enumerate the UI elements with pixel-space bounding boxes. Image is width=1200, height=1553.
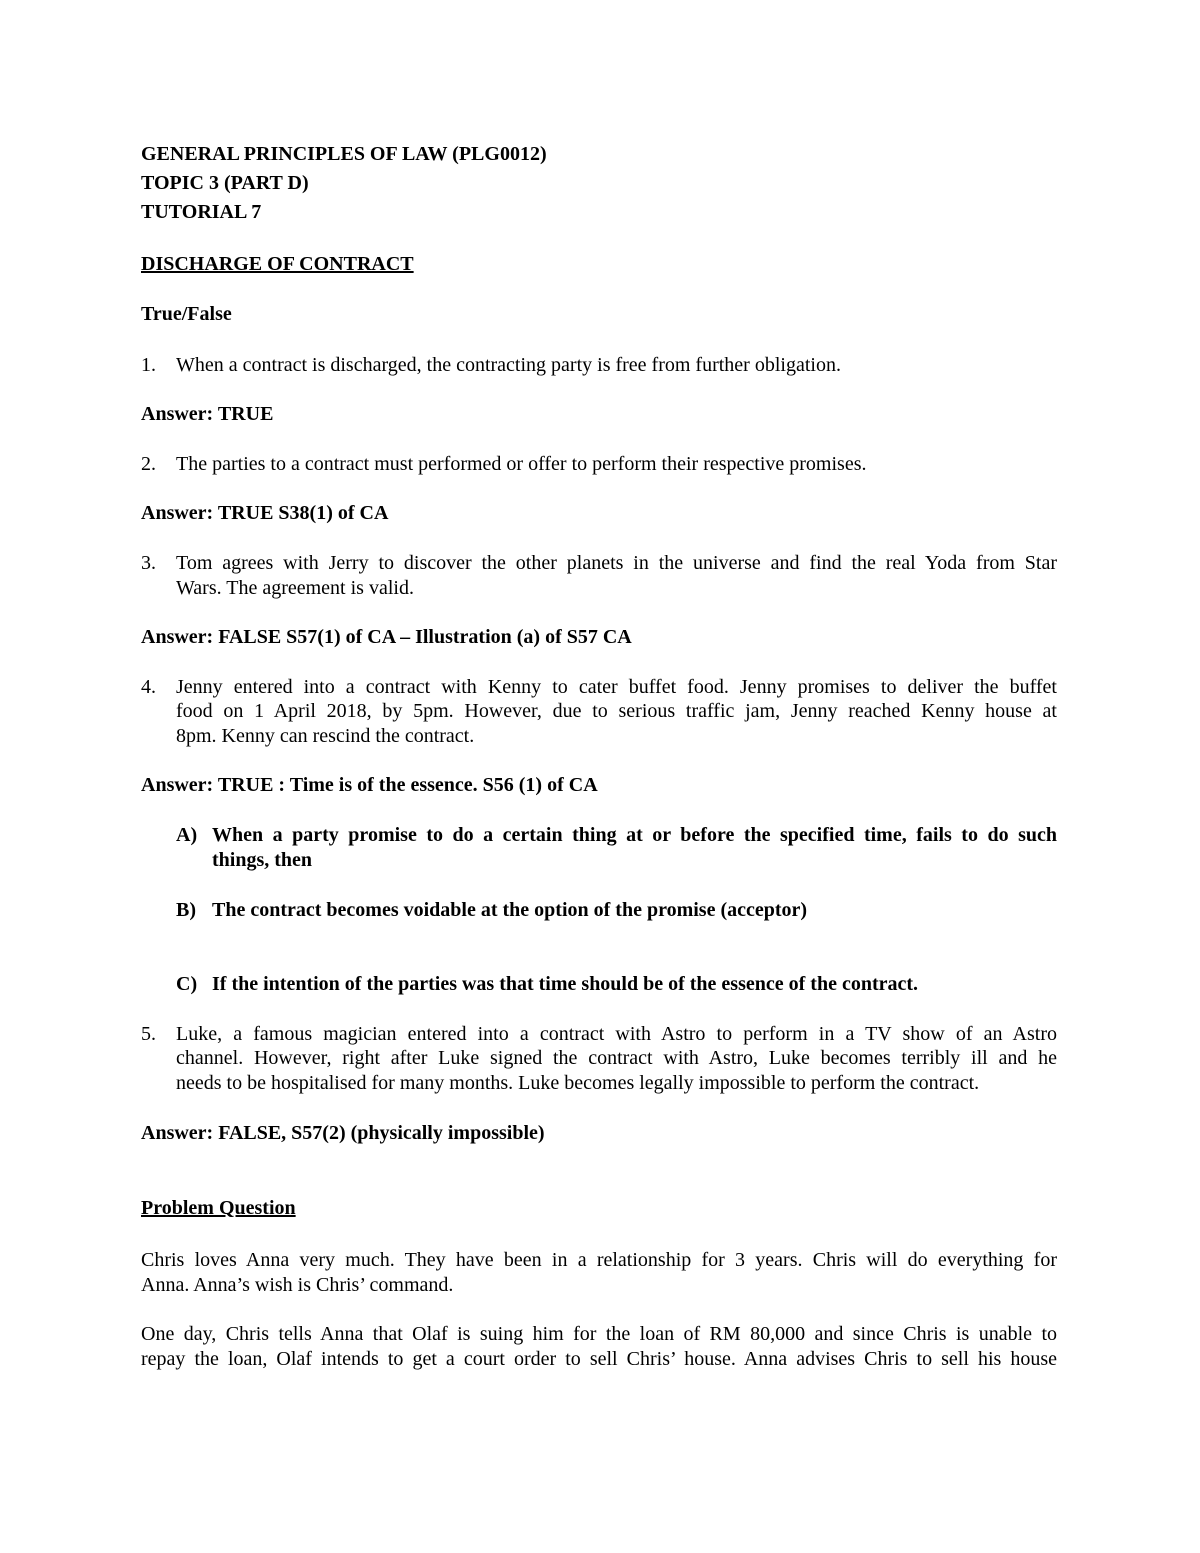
question-number: 1. — [141, 354, 156, 376]
question-text: The parties to a contract must performed or offer to perform their respective promises. — [176, 453, 867, 475]
sub-point-text: If the intention of the parties was that time should be of the essence of the contract. — [212, 973, 919, 995]
question-text: Tom agrees with Jerry to discover the other planets in the universe and find the real Yoda from Star — [176, 552, 1057, 574]
question-text: Luke, a famous magician entered into a contract with Astro to perform in a TV show of an Astro — [176, 1023, 1057, 1045]
answer: Answer: FALSE, S57(2) (physically impossible) — [141, 1122, 545, 1144]
question-number: 5. — [141, 1023, 156, 1045]
answer: Answer: TRUE S38(1) of CA — [141, 502, 389, 524]
sub-point-label: B) — [176, 899, 196, 921]
question-text: Wars. The agreement is valid. — [176, 577, 414, 599]
problem-heading: Problem Question — [141, 1197, 296, 1219]
question-number: 4. — [141, 676, 156, 698]
tutorial-title: TUTORIAL 7 — [141, 201, 262, 223]
question-text: food on 1 April 2018, by 5pm. However, due to serious traffic jam, Jenny reached Kenny house at — [176, 700, 1057, 722]
problem-paragraph-line: Chris loves Anna very much. They have been in a relationship for 3 years. Chris will do everything for — [141, 1249, 1057, 1271]
question-number: 2. — [141, 453, 156, 475]
true-false-heading: True/False — [141, 303, 232, 325]
answer: Answer: TRUE — [141, 403, 274, 425]
answer: Answer: TRUE : Time is of the essence. S56 (1) of CA — [141, 774, 598, 796]
question-number: 3. — [141, 552, 156, 574]
problem-paragraph-line: Anna. Anna’s wish is Chris’ command. — [141, 1274, 454, 1296]
question-text: channel. However, right after Luke signed the contract with Astro, Luke becomes terribly ill and he — [176, 1047, 1057, 1069]
sub-point-label: A) — [176, 824, 198, 846]
question-text: Jenny entered into a contract with Kenny to cater buffet food. Jenny promises to deliver the buffet — [176, 676, 1057, 698]
question-text: needs to be hospitalised for many months. Luke becomes legally impossible to perform the contract. — [176, 1072, 980, 1094]
section-title: DISCHARGE OF CONTRACT — [141, 253, 414, 275]
problem-paragraph-line: repay the loan, Olaf intends to get a court order to sell Chris’ house. Anna advises Chris to sell his house — [141, 1348, 1057, 1370]
sub-point-text: When a party promise to do a certain thing at or before the specified time, fails to do such — [212, 824, 1057, 846]
sub-point-text: The contract becomes voidable at the option of the promise (acceptor) — [212, 899, 808, 921]
question-text: 8pm. Kenny can rescind the contract. — [176, 725, 475, 747]
sub-point-label: C) — [176, 973, 198, 995]
sub-point-text: things, then — [212, 849, 313, 871]
course-title: GENERAL PRINCIPLES OF LAW (PLG0012) — [141, 143, 547, 165]
problem-paragraph-line: One day, Chris tells Anna that Olaf is suing him for the loan of RM 80,000 and since Chris is unable to — [141, 1323, 1057, 1345]
answer: Answer: FALSE S57(1) of CA – Illustration (a) of S57 CA — [141, 626, 632, 648]
question-text: When a contract is discharged, the contracting party is free from further obligation. — [176, 354, 841, 376]
topic-title: TOPIC 3 (PART D) — [141, 172, 309, 194]
